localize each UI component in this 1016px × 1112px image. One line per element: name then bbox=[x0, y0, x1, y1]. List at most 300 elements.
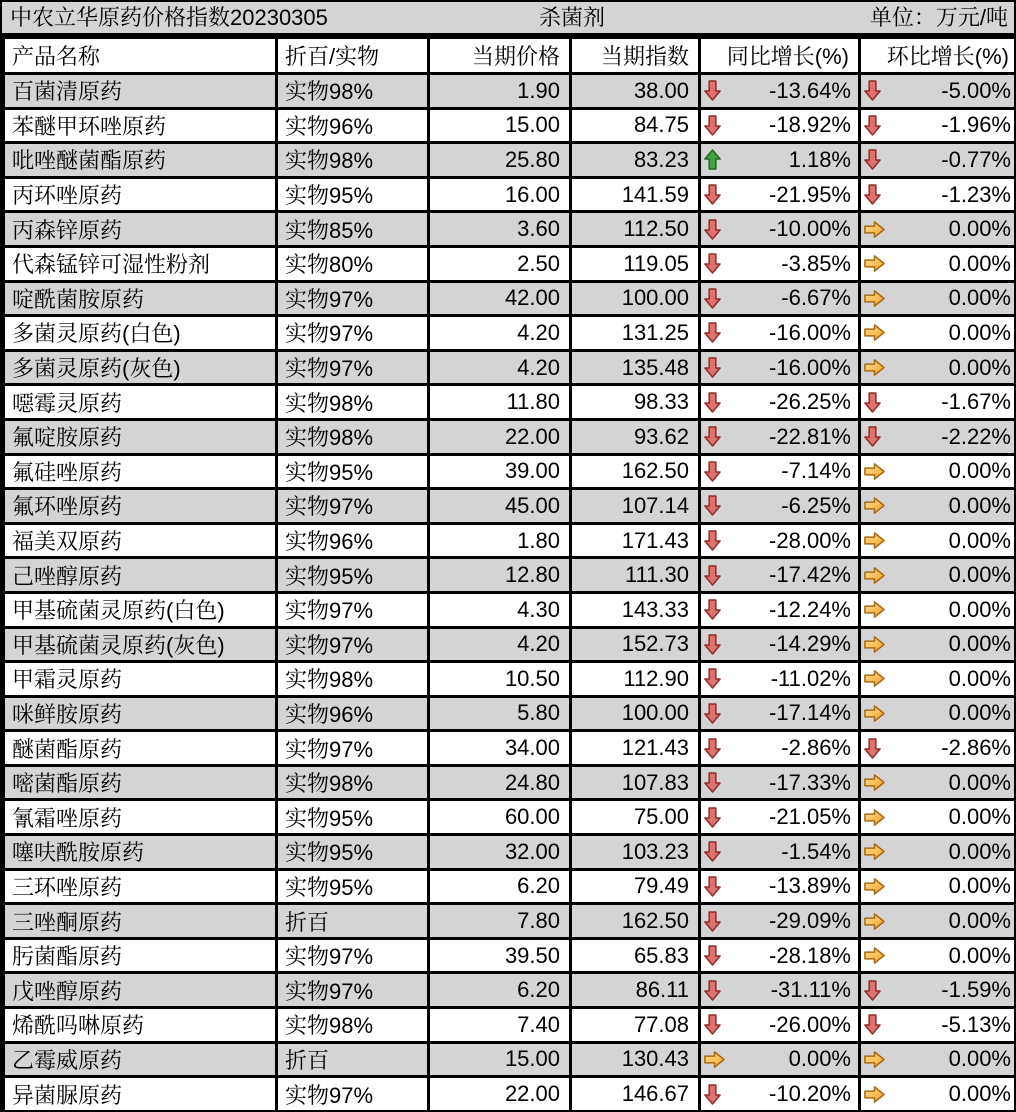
mom-value: 0.00% bbox=[948, 1046, 1011, 1072]
table-row bbox=[4, 869, 1016, 904]
mom-arrow-slot bbox=[863, 668, 886, 689]
spec-cell: 实物85% bbox=[277, 212, 429, 247]
mom-cell bbox=[860, 765, 1016, 800]
yoy-value: -6.25% bbox=[781, 492, 851, 518]
right-arrow-icon bbox=[863, 322, 886, 343]
down-arrow-icon bbox=[703, 910, 722, 933]
price-cell: 42.00 bbox=[429, 281, 571, 316]
mom-cell bbox=[860, 454, 1016, 489]
product-name-cell: 百菌清原药 bbox=[4, 74, 277, 109]
yoy-arrow-slot bbox=[703, 598, 722, 621]
down-arrow-icon bbox=[863, 979, 882, 1002]
mom-value: 0.00% bbox=[948, 319, 1011, 345]
product-name-cell: 嘧菌酯原药 bbox=[4, 765, 277, 800]
product-name-cell: 啶酰菌胺原药 bbox=[4, 281, 277, 316]
price-cell: 5.80 bbox=[429, 696, 571, 731]
index-cell: 38.00 bbox=[571, 74, 700, 109]
table-row bbox=[4, 696, 1016, 731]
mom-cell bbox=[860, 1008, 1016, 1043]
mom-arrow-slot bbox=[863, 634, 886, 655]
down-arrow-icon bbox=[863, 737, 882, 760]
mom-arrow-slot bbox=[863, 841, 886, 862]
col-header-spec: 折百/实物 bbox=[277, 38, 429, 74]
index-cell: 130.43 bbox=[571, 1042, 700, 1077]
mom-value: -1.67% bbox=[941, 389, 1011, 415]
mom-arrow-slot bbox=[863, 599, 886, 620]
right-arrow-icon bbox=[863, 945, 886, 966]
yoy-arrow-slot bbox=[703, 148, 722, 171]
mom-arrow-slot bbox=[863, 425, 882, 448]
mom-cell bbox=[860, 938, 1016, 973]
mom-cell bbox=[860, 108, 1016, 143]
index-cell: 83.23 bbox=[571, 143, 700, 178]
spec-cell: 实物97% bbox=[277, 731, 429, 766]
down-arrow-icon bbox=[703, 875, 722, 898]
table-row bbox=[4, 1077, 1016, 1112]
product-name-cell: 丙森锌原药 bbox=[4, 212, 277, 247]
down-arrow-icon bbox=[703, 114, 722, 137]
index-cell: 146.67 bbox=[571, 1077, 700, 1112]
product-name-cell: 多菌灵原药(白色) bbox=[4, 316, 277, 351]
product-name-cell: 氟啶胺原药 bbox=[4, 419, 277, 454]
yoy-arrow-slot bbox=[703, 183, 722, 206]
mom-value: 0.00% bbox=[948, 838, 1011, 864]
col-header-mom: 环比增长(%) bbox=[860, 38, 1016, 74]
index-cell: 100.00 bbox=[571, 281, 700, 316]
down-arrow-icon bbox=[703, 667, 722, 690]
title-bar bbox=[2, 2, 1014, 36]
table-row bbox=[4, 350, 1016, 385]
table-row bbox=[4, 489, 1016, 524]
mom-value: 0.00% bbox=[948, 804, 1011, 830]
down-arrow-icon bbox=[703, 702, 722, 725]
index-cell: 86.11 bbox=[571, 973, 700, 1008]
down-arrow-icon bbox=[703, 460, 722, 483]
yoy-value: -13.64% bbox=[769, 77, 851, 103]
price-cell: 45.00 bbox=[429, 489, 571, 524]
product-name-cell: 异菌脲原药 bbox=[4, 1077, 277, 1112]
yoy-arrow-slot bbox=[703, 979, 722, 1002]
index-cell: 112.90 bbox=[571, 662, 700, 697]
mom-value: 0.00% bbox=[948, 285, 1011, 311]
report-title: 中农立华原药价格指数20230305 bbox=[10, 4, 328, 30]
yoy-value: -18.92% bbox=[769, 112, 851, 138]
mom-arrow-slot bbox=[863, 1049, 886, 1070]
yoy-value: -13.89% bbox=[769, 873, 851, 899]
mom-cell bbox=[860, 835, 1016, 870]
yoy-arrow-slot bbox=[703, 702, 722, 725]
mom-cell bbox=[860, 212, 1016, 247]
mom-cell bbox=[860, 800, 1016, 835]
yoy-cell bbox=[700, 281, 860, 316]
yoy-value: -29.09% bbox=[769, 908, 851, 934]
mom-cell bbox=[860, 246, 1016, 281]
right-arrow-icon bbox=[863, 1084, 886, 1105]
index-cell: 84.75 bbox=[571, 108, 700, 143]
product-name-cell: 吡唑醚菌酯原药 bbox=[4, 143, 277, 178]
yoy-arrow-slot bbox=[703, 1049, 726, 1070]
spec-cell: 实物96% bbox=[277, 523, 429, 558]
category-label: 杀菌剂 bbox=[538, 4, 606, 30]
yoy-arrow-slot bbox=[703, 564, 722, 587]
down-arrow-icon bbox=[703, 321, 722, 344]
mom-arrow-slot bbox=[863, 253, 886, 274]
yoy-value: -31.11% bbox=[770, 977, 851, 1003]
mom-arrow-slot bbox=[863, 357, 886, 378]
mom-value: -1.96% bbox=[941, 112, 1011, 138]
col-header-index: 当期指数 bbox=[571, 38, 700, 74]
right-arrow-icon bbox=[863, 634, 886, 655]
price-cell: 1.90 bbox=[429, 74, 571, 109]
right-arrow-icon bbox=[703, 1049, 726, 1070]
yoy-value: -3.85% bbox=[781, 250, 851, 276]
index-cell: 65.83 bbox=[571, 938, 700, 973]
price-cell: 7.40 bbox=[429, 1008, 571, 1043]
col-header-yoy: 同比增长(%) bbox=[700, 38, 860, 74]
product-name-cell: 三唑酮原药 bbox=[4, 904, 277, 939]
product-name-cell: 甲基硫菌灵原药(白色) bbox=[4, 592, 277, 627]
yoy-arrow-slot bbox=[703, 737, 722, 760]
mom-value: 0.00% bbox=[948, 354, 1011, 380]
index-cell: 119.05 bbox=[571, 246, 700, 281]
yoy-arrow-slot bbox=[703, 391, 722, 414]
mom-arrow-slot bbox=[863, 530, 886, 551]
yoy-arrow-slot bbox=[703, 425, 722, 448]
index-cell: 103.23 bbox=[571, 835, 700, 870]
price-cell: 4.20 bbox=[429, 316, 571, 351]
yoy-cell bbox=[700, 454, 860, 489]
mom-value: 0.00% bbox=[948, 596, 1011, 622]
down-arrow-icon bbox=[703, 564, 722, 587]
price-cell: 10.50 bbox=[429, 662, 571, 697]
down-arrow-icon bbox=[703, 737, 722, 760]
mom-cell bbox=[860, 419, 1016, 454]
mom-cell bbox=[860, 731, 1016, 766]
product-name-cell: 甲基硫菌灵原药(灰色) bbox=[4, 627, 277, 662]
mom-cell bbox=[860, 281, 1016, 316]
yoy-arrow-slot bbox=[703, 321, 722, 344]
table-row bbox=[4, 765, 1016, 800]
spec-cell: 实物98% bbox=[277, 662, 429, 697]
yoy-cell bbox=[700, 489, 860, 524]
right-arrow-icon bbox=[863, 703, 886, 724]
down-arrow-icon bbox=[863, 79, 882, 102]
yoy-cell bbox=[700, 419, 860, 454]
mom-cell bbox=[860, 904, 1016, 939]
table-row bbox=[4, 419, 1016, 454]
spec-cell: 实物97% bbox=[277, 350, 429, 385]
yoy-value: -14.29% bbox=[769, 631, 851, 657]
index-cell: 162.50 bbox=[571, 904, 700, 939]
yoy-cell bbox=[700, 973, 860, 1008]
mom-value: 0.00% bbox=[948, 665, 1011, 691]
price-cell: 15.00 bbox=[429, 108, 571, 143]
mom-arrow-slot bbox=[863, 703, 886, 724]
product-name-cell: 丙环唑原药 bbox=[4, 177, 277, 212]
mom-value: 0.00% bbox=[948, 700, 1011, 726]
yoy-value: -17.42% bbox=[769, 562, 851, 588]
table-row bbox=[4, 835, 1016, 870]
index-cell: 131.25 bbox=[571, 316, 700, 351]
mom-value: -1.23% bbox=[941, 181, 1011, 207]
yoy-arrow-slot bbox=[703, 114, 722, 137]
mom-arrow-slot bbox=[863, 288, 886, 309]
yoy-value: -22.81% bbox=[769, 423, 851, 449]
spec-cell: 折百 bbox=[277, 1042, 429, 1077]
index-cell: 162.50 bbox=[571, 454, 700, 489]
right-arrow-icon bbox=[863, 841, 886, 862]
product-name-cell: 甲霜灵原药 bbox=[4, 662, 277, 697]
spec-cell: 实物97% bbox=[277, 281, 429, 316]
price-cell: 34.00 bbox=[429, 731, 571, 766]
table-row bbox=[4, 281, 1016, 316]
yoy-value: -6.67% bbox=[781, 285, 851, 311]
yoy-value: -16.00% bbox=[769, 319, 851, 345]
yoy-cell bbox=[700, 212, 860, 247]
yoy-value: -10.20% bbox=[769, 1081, 851, 1107]
table-row bbox=[4, 662, 1016, 697]
table-row bbox=[4, 212, 1016, 247]
yoy-arrow-slot bbox=[703, 667, 722, 690]
down-arrow-icon bbox=[863, 1013, 882, 1036]
table-row bbox=[4, 385, 1016, 420]
spec-cell: 实物95% bbox=[277, 558, 429, 593]
price-cell: 24.80 bbox=[429, 765, 571, 800]
yoy-cell bbox=[700, 938, 860, 973]
mom-value: -0.77% bbox=[941, 146, 1011, 172]
right-arrow-icon bbox=[863, 219, 886, 240]
yoy-cell bbox=[700, 765, 860, 800]
spec-cell: 实物80% bbox=[277, 246, 429, 281]
down-arrow-icon bbox=[863, 391, 882, 414]
yoy-value: -16.00% bbox=[769, 354, 851, 380]
yoy-cell bbox=[700, 177, 860, 212]
down-arrow-icon bbox=[703, 391, 722, 414]
down-arrow-icon bbox=[703, 771, 722, 794]
spec-cell: 实物97% bbox=[277, 973, 429, 1008]
mom-arrow-slot bbox=[863, 391, 882, 414]
yoy-cell bbox=[700, 1008, 860, 1043]
mom-arrow-slot bbox=[863, 911, 886, 932]
right-arrow-icon bbox=[863, 772, 886, 793]
unit-label: 单位：万元/吨 bbox=[869, 4, 1008, 30]
down-arrow-icon bbox=[703, 840, 722, 863]
mom-cell bbox=[860, 316, 1016, 351]
spec-cell: 实物98% bbox=[277, 765, 429, 800]
spec-cell: 实物98% bbox=[277, 143, 429, 178]
yoy-cell bbox=[700, 696, 860, 731]
index-cell: 135.48 bbox=[571, 350, 700, 385]
index-cell: 107.14 bbox=[571, 489, 700, 524]
mom-arrow-slot bbox=[863, 1013, 882, 1036]
spec-cell: 实物96% bbox=[277, 696, 429, 731]
product-name-cell: 肟菌酯原药 bbox=[4, 938, 277, 973]
mom-cell bbox=[860, 385, 1016, 420]
yoy-cell bbox=[700, 350, 860, 385]
mom-value: -5.13% bbox=[941, 1011, 1011, 1037]
mom-arrow-slot bbox=[863, 114, 882, 137]
right-arrow-icon bbox=[863, 668, 886, 689]
table-row bbox=[4, 731, 1016, 766]
yoy-cell bbox=[700, 904, 860, 939]
mom-value: 0.00% bbox=[948, 492, 1011, 518]
mom-value: -1.59% bbox=[941, 977, 1011, 1003]
yoy-cell bbox=[700, 731, 860, 766]
table-row bbox=[4, 523, 1016, 558]
down-arrow-icon bbox=[703, 1083, 722, 1106]
yoy-arrow-slot bbox=[703, 252, 722, 275]
mom-arrow-slot bbox=[863, 148, 882, 171]
table-row bbox=[4, 108, 1016, 143]
price-cell: 22.00 bbox=[429, 419, 571, 454]
mom-arrow-slot bbox=[863, 945, 886, 966]
product-name-cell: 代森锰锌可湿性粉剂 bbox=[4, 246, 277, 281]
price-cell: 7.80 bbox=[429, 904, 571, 939]
index-cell: 111.30 bbox=[571, 558, 700, 593]
product-name-cell: 三环唑原药 bbox=[4, 869, 277, 904]
yoy-value: -26.00% bbox=[769, 1011, 851, 1037]
spec-cell: 实物97% bbox=[277, 938, 429, 973]
mom-arrow-slot bbox=[863, 79, 882, 102]
down-arrow-icon bbox=[703, 494, 722, 517]
mom-arrow-slot bbox=[863, 772, 886, 793]
spec-cell: 实物95% bbox=[277, 454, 429, 489]
product-name-cell: 己唑醇原药 bbox=[4, 558, 277, 593]
down-arrow-icon bbox=[703, 806, 722, 829]
mom-cell bbox=[860, 177, 1016, 212]
table-row bbox=[4, 904, 1016, 939]
spec-cell: 实物95% bbox=[277, 835, 429, 870]
header-row bbox=[4, 38, 1016, 74]
yoy-value: -1.54% bbox=[781, 838, 851, 864]
table-row bbox=[4, 1042, 1016, 1077]
down-arrow-icon bbox=[703, 1013, 722, 1036]
index-cell: 75.00 bbox=[571, 800, 700, 835]
index-cell: 141.59 bbox=[571, 177, 700, 212]
mom-value: 0.00% bbox=[948, 769, 1011, 795]
col-header-product-name: 产品名称 bbox=[4, 38, 277, 74]
yoy-value: -28.18% bbox=[769, 942, 851, 968]
mom-arrow-slot bbox=[863, 737, 882, 760]
index-cell: 79.49 bbox=[571, 869, 700, 904]
yoy-arrow-slot bbox=[703, 287, 722, 310]
mom-cell bbox=[860, 558, 1016, 593]
yoy-cell bbox=[700, 800, 860, 835]
index-cell: 152.73 bbox=[571, 627, 700, 662]
table-row bbox=[4, 316, 1016, 351]
yoy-arrow-slot bbox=[703, 1083, 722, 1106]
yoy-value: -21.95% bbox=[769, 181, 851, 207]
product-name-cell: 乙霉威原药 bbox=[4, 1042, 277, 1077]
price-index-table bbox=[2, 36, 1016, 1112]
mom-arrow-slot bbox=[863, 183, 882, 206]
yoy-arrow-slot bbox=[703, 910, 722, 933]
mom-arrow-slot bbox=[863, 322, 886, 343]
yoy-cell bbox=[700, 246, 860, 281]
mom-value: -5.00% bbox=[941, 77, 1011, 103]
yoy-value: -7.14% bbox=[781, 458, 851, 484]
yoy-value: -12.24% bbox=[769, 596, 851, 622]
mom-arrow-slot bbox=[863, 807, 886, 828]
yoy-cell bbox=[700, 316, 860, 351]
table-row bbox=[4, 454, 1016, 489]
down-arrow-icon bbox=[703, 425, 722, 448]
price-cell: 3.60 bbox=[429, 212, 571, 247]
down-arrow-icon bbox=[703, 529, 722, 552]
down-arrow-icon bbox=[703, 598, 722, 621]
price-cell: 32.00 bbox=[429, 835, 571, 870]
mom-arrow-slot bbox=[863, 979, 882, 1002]
product-name-cell: 苯醚甲环唑原药 bbox=[4, 108, 277, 143]
mom-arrow-slot bbox=[863, 565, 886, 586]
yoy-value: -2.86% bbox=[781, 735, 851, 761]
mom-value: 0.00% bbox=[948, 631, 1011, 657]
product-name-cell: 氟硅唑原药 bbox=[4, 454, 277, 489]
spec-cell: 实物98% bbox=[277, 74, 429, 109]
product-name-cell: 福美双原药 bbox=[4, 523, 277, 558]
mom-cell bbox=[860, 1077, 1016, 1112]
index-cell: 107.83 bbox=[571, 765, 700, 800]
down-arrow-icon bbox=[703, 79, 722, 102]
yoy-cell bbox=[700, 1077, 860, 1112]
yoy-arrow-slot bbox=[703, 944, 722, 967]
yoy-arrow-slot bbox=[703, 771, 722, 794]
mom-cell bbox=[860, 627, 1016, 662]
yoy-value: -21.05% bbox=[769, 804, 851, 830]
product-name-cell: 醚菌酯原药 bbox=[4, 731, 277, 766]
mom-cell bbox=[860, 74, 1016, 109]
mom-value: 0.00% bbox=[948, 908, 1011, 934]
right-arrow-icon bbox=[863, 495, 886, 516]
table-row bbox=[4, 143, 1016, 178]
price-cell: 6.20 bbox=[429, 973, 571, 1008]
yoy-cell bbox=[700, 558, 860, 593]
price-cell: 4.20 bbox=[429, 350, 571, 385]
table-row bbox=[4, 74, 1016, 109]
yoy-cell bbox=[700, 869, 860, 904]
product-name-cell: 氰霜唑原药 bbox=[4, 800, 277, 835]
mom-value: 0.00% bbox=[948, 873, 1011, 899]
yoy-value: 1.18% bbox=[788, 146, 851, 172]
index-cell: 93.62 bbox=[571, 419, 700, 454]
right-arrow-icon bbox=[863, 807, 886, 828]
right-arrow-icon bbox=[863, 357, 886, 378]
price-cell: 39.50 bbox=[429, 938, 571, 973]
yoy-arrow-slot bbox=[703, 1013, 722, 1036]
spec-cell: 折百 bbox=[277, 904, 429, 939]
down-arrow-icon bbox=[703, 979, 722, 1002]
product-name-cell: 噻呋酰胺原药 bbox=[4, 835, 277, 870]
yoy-value: 0.00% bbox=[788, 1046, 851, 1072]
product-name-cell: 戊唑醇原药 bbox=[4, 973, 277, 1008]
spec-cell: 实物97% bbox=[277, 316, 429, 351]
mom-cell bbox=[860, 592, 1016, 627]
spec-cell: 实物95% bbox=[277, 869, 429, 904]
yoy-cell bbox=[700, 592, 860, 627]
mom-value: 0.00% bbox=[948, 562, 1011, 588]
table-header bbox=[4, 38, 1016, 74]
spec-cell: 实物98% bbox=[277, 385, 429, 420]
yoy-value: -26.25% bbox=[769, 389, 851, 415]
yoy-arrow-slot bbox=[703, 79, 722, 102]
mom-cell bbox=[860, 973, 1016, 1008]
price-cell: 60.00 bbox=[429, 800, 571, 835]
index-cell: 98.33 bbox=[571, 385, 700, 420]
mom-cell bbox=[860, 696, 1016, 731]
spec-cell: 实物98% bbox=[277, 419, 429, 454]
table-row bbox=[4, 177, 1016, 212]
yoy-arrow-slot bbox=[703, 840, 722, 863]
